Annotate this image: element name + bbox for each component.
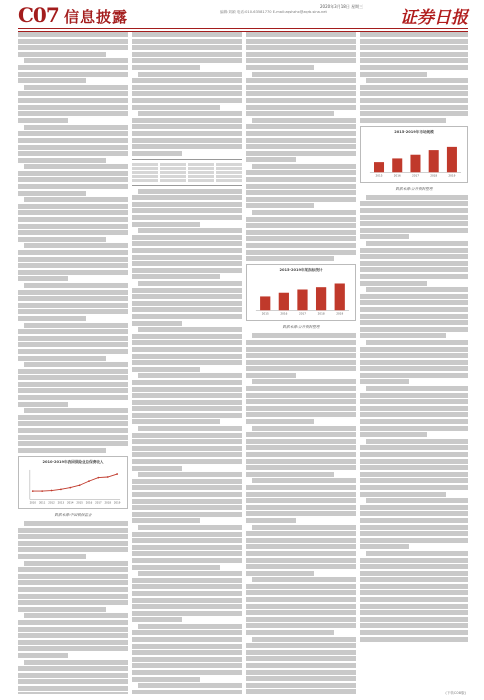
section-name: 信息披露 [64, 8, 129, 26]
column-3 [246, 32, 356, 694]
x-tick-label: 2016 [280, 311, 288, 316]
x-tick-label: 2019 [113, 501, 121, 505]
x-tick-label: 2011 [38, 501, 46, 505]
x-tick-label: 2015 [261, 311, 269, 316]
data-point [98, 477, 100, 479]
data-point [41, 490, 43, 492]
x-tick-label: 2019 [336, 311, 344, 316]
chart-caption: 2015-2019年市场规模 [394, 129, 434, 134]
figure-source: 数据来源:公开资料整理 [395, 186, 433, 191]
bar-chart [250, 275, 352, 318]
chart-caption: 2015-2019年某指标统计 [279, 268, 323, 273]
editor-info: 编辑:刘颖 电话:010-63581770 E-mail:zqshzhx@zqrb.sina.net [220, 10, 327, 14]
column-1 [18, 32, 128, 694]
x-tick-label: 2018 [104, 501, 111, 505]
chart-bar-1 [246, 264, 356, 321]
bar [429, 150, 439, 172]
newspaper-brand: 证券日报 [400, 8, 468, 28]
line-chart [22, 467, 124, 506]
chart-bar-2 [360, 126, 468, 183]
data-point [79, 484, 81, 486]
section-code: C07 [18, 3, 59, 27]
bar [447, 147, 457, 172]
bar [335, 284, 345, 311]
bar [316, 287, 326, 310]
column-4 [360, 32, 468, 694]
figure-source: 数据来源:公开资料整理 [282, 325, 320, 330]
series-line [33, 474, 117, 491]
x-tick-label: 2012 [48, 501, 55, 505]
data-point [32, 490, 34, 492]
bar [297, 290, 307, 311]
bar [392, 158, 402, 172]
header-rule [18, 28, 468, 29]
x-tick-label: 2016 [393, 173, 401, 178]
continued-note: (下转C08版) [445, 691, 466, 695]
x-tick-label: 2017 [298, 311, 306, 316]
x-tick-label: 2016 [85, 501, 93, 505]
figure-source: 数据来源:中国银保监会 [54, 513, 92, 518]
data-table [132, 159, 242, 186]
x-tick-label: 2013 [57, 501, 65, 505]
page-header [0, 0, 484, 28]
x-tick-label: 2018 [317, 311, 325, 316]
chart-total-premium [18, 456, 128, 509]
x-tick-label: 2017 [95, 501, 102, 505]
data-point [51, 489, 53, 491]
data-point [107, 476, 109, 478]
bar [374, 162, 384, 172]
data-point [69, 487, 71, 489]
x-tick-label: 2017 [411, 173, 419, 178]
data-point [60, 488, 62, 490]
bar-chart [364, 137, 464, 180]
x-tick-label: 2014 [67, 501, 74, 505]
x-tick-label: 2019 [448, 173, 456, 178]
x-tick-label: 2010 [29, 501, 37, 505]
header-rule-thin [18, 31, 468, 32]
x-tick-label: 2015 [375, 173, 383, 178]
bar [260, 297, 270, 311]
bar [279, 293, 289, 311]
bar [410, 154, 420, 172]
x-tick-label: 2015 [76, 501, 83, 505]
issue-date: 2020年3月18日 星期三 [320, 4, 364, 9]
chart-caption: 2010-2019年我国保险业总保费收入 [42, 459, 104, 464]
column-2 [132, 32, 242, 694]
data-point [116, 473, 118, 475]
x-tick-label: 2018 [430, 173, 438, 178]
data-point [88, 480, 90, 482]
